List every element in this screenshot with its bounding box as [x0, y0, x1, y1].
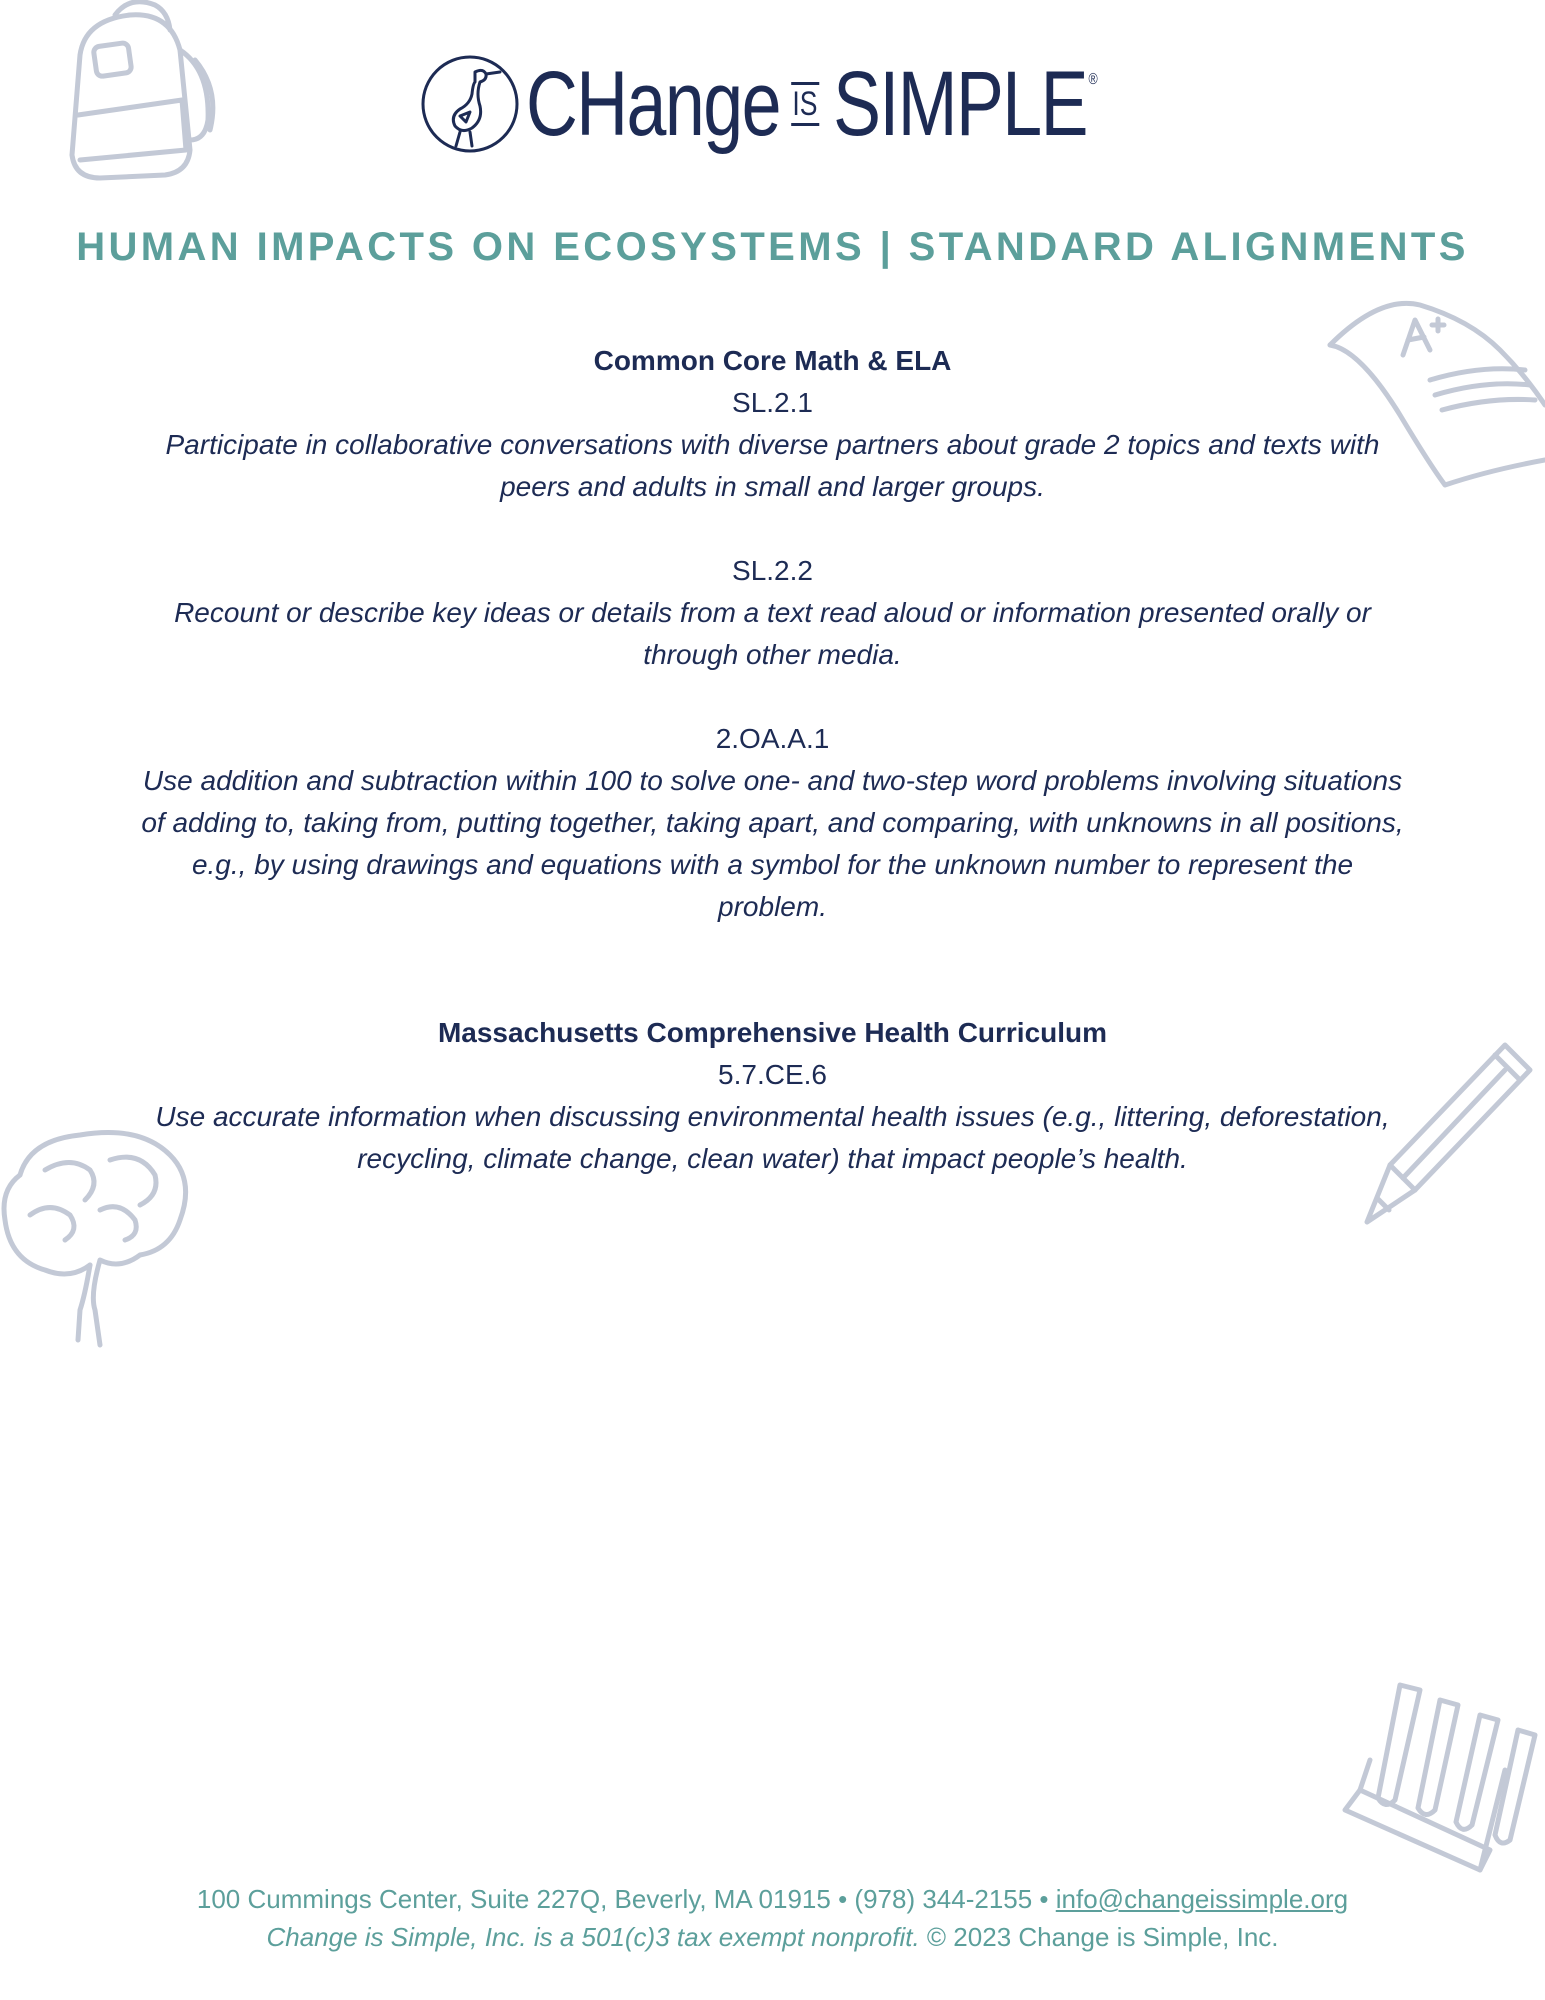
- section-heading: Massachusetts Comprehensive Health Curriculum: [437, 1017, 1108, 1048]
- heron-logo-icon: [420, 54, 520, 154]
- standard-description: Use accurate information when discussing environmental health issues (e.g., littering, deforestation, recycling, climate change, clean water) that impact people’s health.: [155, 1101, 1390, 1174]
- brand-wordmark: [526, 53, 1097, 155]
- page-title: HUMAN IMPACTS ON ECOSYSTEMS | STANDARD ALIGNMENTS: [76, 225, 1469, 269]
- footer: [0, 1880, 1545, 1956]
- brand-word-change: CHange: [526, 53, 780, 155]
- section-common-core: [140, 340, 1405, 928]
- brand-logo: [420, 52, 1257, 156]
- footer-address: 100 Cummings Center, Suite 227Q, Beverly, MA 01915 • (978) 344-2155 •: [196, 1884, 1056, 1914]
- brand-word-simple: SIMPLE: [833, 53, 1087, 155]
- test-tubes-icon: [1340, 1680, 1540, 1875]
- standards-content: [140, 340, 1405, 1180]
- standard-code: 2.OA.A.1: [715, 723, 830, 754]
- backpack-icon: [60, 0, 220, 185]
- registered-mark: ®: [1088, 71, 1097, 88]
- standard-code: SL.2.2: [732, 555, 813, 586]
- copyright: © 2023 Change is Simple, Inc.: [919, 1922, 1279, 1952]
- standard-description: Participate in collaborative conversations with diverse partners about grade 2 topics and texts with peers and adults in small and larger groups.: [165, 429, 1380, 502]
- footer-legal: [0, 1918, 1545, 1956]
- section-heading: Common Core Math & ELA: [593, 345, 952, 376]
- standard-code: SL.2.1: [732, 387, 813, 418]
- nonprofit-note: Change is Simple, Inc. is a 501(c)3 tax exempt nonprofit.: [266, 1922, 920, 1952]
- footer-email-link[interactable]: info@changeissimple.org: [1055, 1884, 1349, 1914]
- brand-word-is: IS: [791, 82, 819, 126]
- section-massachusetts-health: [140, 1012, 1405, 1180]
- standard-code: 5.7.CE.6: [718, 1059, 827, 1090]
- standard-description: Use addition and subtraction within 100 to solve one- and two-step word problems involving situations of adding to, taking from, putting together, taking apart, and comparing, with unknowns in all positions, e.g., by using drawings and equations with a symbol for the unknown number to represent the problem.: [141, 765, 1404, 922]
- footer-contact: [0, 1880, 1545, 1918]
- standard-description: Recount or describe key ideas or details from a text read aloud or information presented orally or through other media.: [174, 597, 1371, 670]
